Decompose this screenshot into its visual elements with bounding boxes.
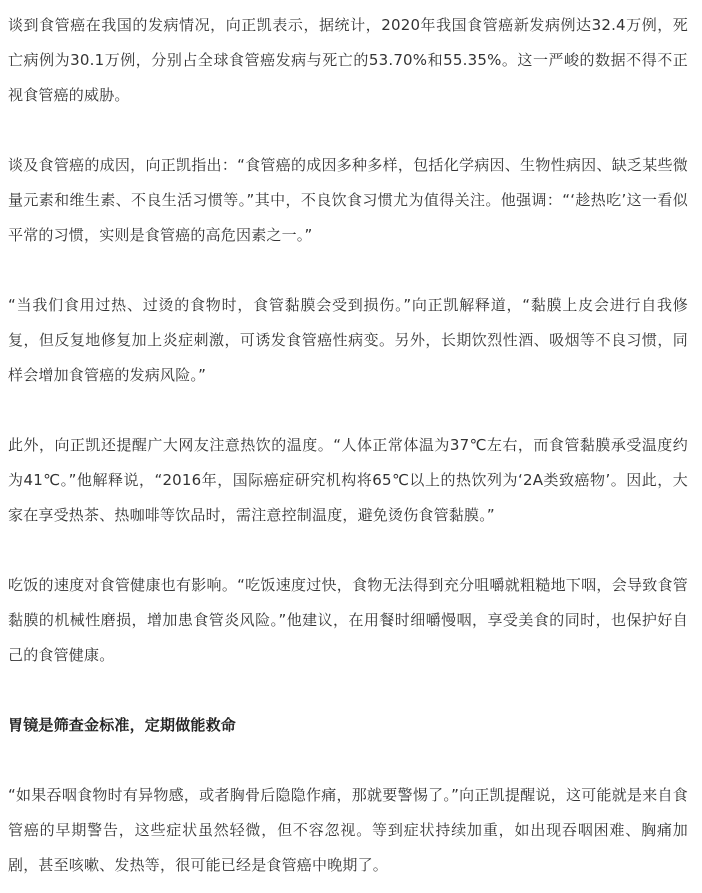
paragraph-hot-drinks: 此外，向正凯还提醒广大网友注意热饮的温度。“人体正常体温为37℃左右，而食管黏膜承受温度约为41℃。”他解释说，“2016年，国际癌症研究机构将65℃以上的热饮列为‘2A类致癌物’。因此，大家在享受热茶、热咖啡等饮品时，需注意控制温度，避免烫伤食管黏膜。” bbox=[8, 436, 688, 524]
paragraph-eating-speed: 吃饭的速度对食管健康也有影响。“吃饭速度过快，食物无法得到充分咀嚼就粗糙地下咽，会导致食管黏膜的机械性磨损，增加患食管炎风险。”他建议，在用餐时细嚼慢咽，享受美食的同时，也保护好自己的食管健康。 bbox=[8, 576, 688, 664]
article-body bbox=[8, 8, 688, 883]
paragraph-early-warning: “如果吞咽食物时有异物感，或者胸骨后隐隐作痛，那就要警惕了。”向正凯提醒说，这可能就是来自食管癌的早期警告，这些症状虽然轻微，但不容忽视。等到症状持续加重，如出现吞咽困难、胸痛加剧，甚至咳嗽、发热等，很可能已经是食管癌中晚期了。 bbox=[8, 786, 688, 874]
paragraph-incidence: 谈到食管癌在我国的发病情况，向正凯表示，据统计，2020年我国食管癌新发病例达32.4万例，死亡病例为30.1万例，分别占全球食管癌发病与死亡的53.70%和55.35%。这一严峻的数据不得不正视食管癌的威胁。 bbox=[8, 16, 688, 104]
paragraph-causes: 谈及食管癌的成因，向正凯指出：“食管癌的成因多种多样，包括化学病因、生物性病因、缺乏某些微量元素和维生素、不良生活习惯等。”其中，不良饮食习惯尤为值得关注。他强调：“‘趁热吃’这一看似平常的习惯，实则是食管癌的高危因素之一。” bbox=[8, 156, 688, 244]
section-heading: 胃镜是筛查金标准，定期做能救命 bbox=[8, 716, 237, 734]
paragraph-hot-food: “当我们食用过热、过烫的食物时，食管黏膜会受到损伤。”向正凯解释道，“黏膜上皮会进行自我修复，但反复地修复加上炎症刺激，可诱发食管癌性病变。另外，长期饮烈性酒、吸烟等不良习惯，同样会增加食管癌的发病风险。” bbox=[8, 296, 688, 384]
